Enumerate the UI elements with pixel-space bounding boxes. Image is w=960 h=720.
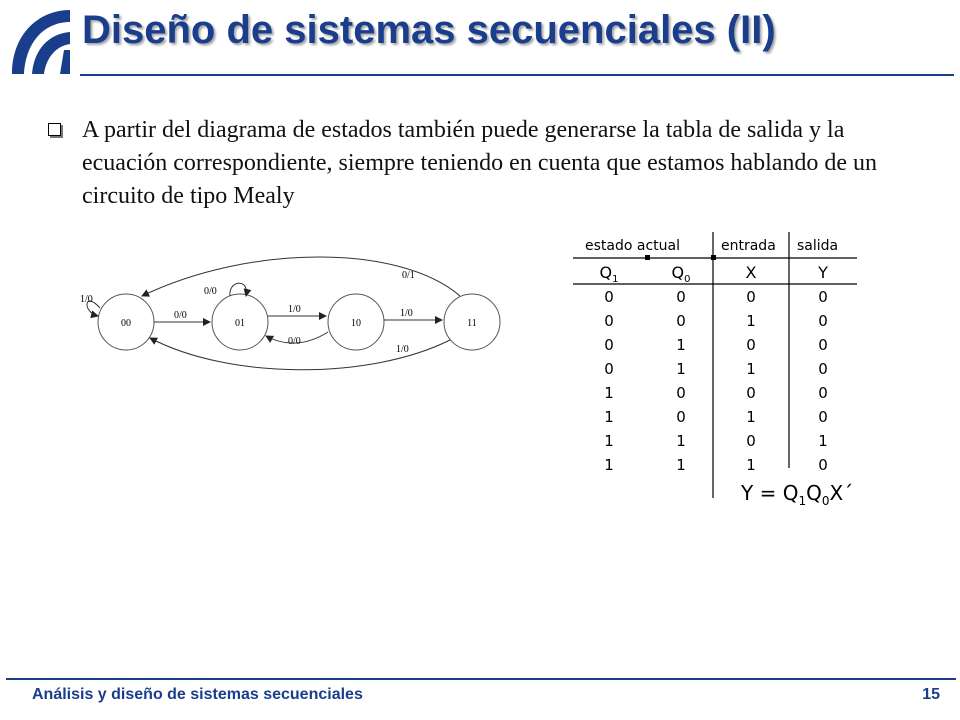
table-cell: 0 xyxy=(676,384,686,402)
table-cell: 0 xyxy=(676,288,686,306)
table-cell: 1 xyxy=(604,408,614,426)
state-label: 00 xyxy=(121,318,131,329)
table-cell: 1 xyxy=(676,432,686,450)
table-cell: 0 xyxy=(604,312,614,330)
table-cell: 0 xyxy=(604,288,614,306)
table-marker xyxy=(711,255,716,260)
state-label: 11 xyxy=(467,318,477,329)
table-group-header: salida xyxy=(797,238,839,254)
table-column-header: Y xyxy=(818,263,828,282)
page-title: Diseño de sistemas secuenciales (II) xyxy=(82,8,776,52)
table-row xyxy=(604,336,828,354)
table-column-headers xyxy=(600,263,829,285)
bullet-text: A partir del diagrama de estados también puede generarse la tabla de salida y la ecuación correspondiente, siempre teniendo en cuenta que estamos hablando de un circuito de tipo Mealy xyxy=(82,117,878,209)
table-cell: 1 xyxy=(676,360,686,378)
transition-label: 0/1 xyxy=(402,270,415,281)
table-cell: 0 xyxy=(818,384,828,402)
transition-label: 1/0 xyxy=(288,304,301,315)
transition-label: 1/0 xyxy=(396,344,409,355)
state-label: 10 xyxy=(351,318,361,329)
table-row xyxy=(604,408,828,426)
checkbox-bullet-icon xyxy=(48,123,61,136)
logo-icon xyxy=(4,4,78,78)
table-row xyxy=(604,384,828,402)
state-diagram xyxy=(70,250,540,390)
table-group-header: estado actual xyxy=(585,238,680,254)
table-cell: 0 xyxy=(604,360,614,378)
table-cell: 1 xyxy=(604,456,614,474)
output-table xyxy=(565,228,870,518)
state-01 xyxy=(212,294,268,350)
table-cell: 0 xyxy=(818,288,828,306)
table-cell: 0 xyxy=(676,408,686,426)
table-cell: 0 xyxy=(818,408,828,426)
table-row xyxy=(604,456,828,474)
table-group-headers xyxy=(585,238,838,254)
table-row xyxy=(604,360,828,378)
table-cell: 1 xyxy=(604,432,614,450)
transition-label: 0/0 xyxy=(288,336,301,347)
table-cell: 0 xyxy=(746,288,756,306)
table-cell: 1 xyxy=(676,336,686,354)
page-number: 15 xyxy=(922,686,940,703)
table-cell: 1 xyxy=(818,432,828,450)
footer-divider xyxy=(6,678,956,680)
table-cell: 1 xyxy=(604,384,614,402)
table-row xyxy=(604,432,828,450)
output-equation: $Y = Q_1Q_0X´$ xyxy=(741,481,854,508)
table-cell: 0 xyxy=(676,312,686,330)
table-cell: 0 xyxy=(818,456,828,474)
table-cell: 1 xyxy=(746,456,756,474)
table-cell: 0 xyxy=(746,432,756,450)
transition-label: 0/0 xyxy=(204,286,217,297)
state-00 xyxy=(98,294,154,350)
table-column-header: $Q_1$ xyxy=(599,263,619,285)
state-label: 01 xyxy=(235,318,245,329)
table-cell: 0 xyxy=(818,336,828,354)
table-cell: 0 xyxy=(604,336,614,354)
transition-label: 0/0 xyxy=(174,310,187,321)
table-cell: 1 xyxy=(746,408,756,426)
table-group-header: entrada xyxy=(721,238,776,254)
state-10 xyxy=(328,294,384,350)
table-column-header: X xyxy=(745,263,757,282)
table-row xyxy=(604,288,828,306)
table-cell: 1 xyxy=(746,312,756,330)
table-cell: 0 xyxy=(746,384,756,402)
table-cell: 0 xyxy=(818,312,828,330)
table-cell: 1 xyxy=(676,456,686,474)
transition-label: 1/0 xyxy=(80,294,93,305)
table-row xyxy=(604,312,828,330)
transition-label: 1/0 xyxy=(400,308,413,319)
state-11 xyxy=(444,294,500,350)
table-cell: 1 xyxy=(746,360,756,378)
table-marker xyxy=(645,255,650,260)
table-cell: 0 xyxy=(818,360,828,378)
table-cell: 0 xyxy=(746,336,756,354)
title-divider xyxy=(80,74,954,76)
footer-title: Análisis y diseño de sistemas secuenciales xyxy=(32,686,363,703)
table-column-header: $Q_0$ xyxy=(671,263,691,285)
